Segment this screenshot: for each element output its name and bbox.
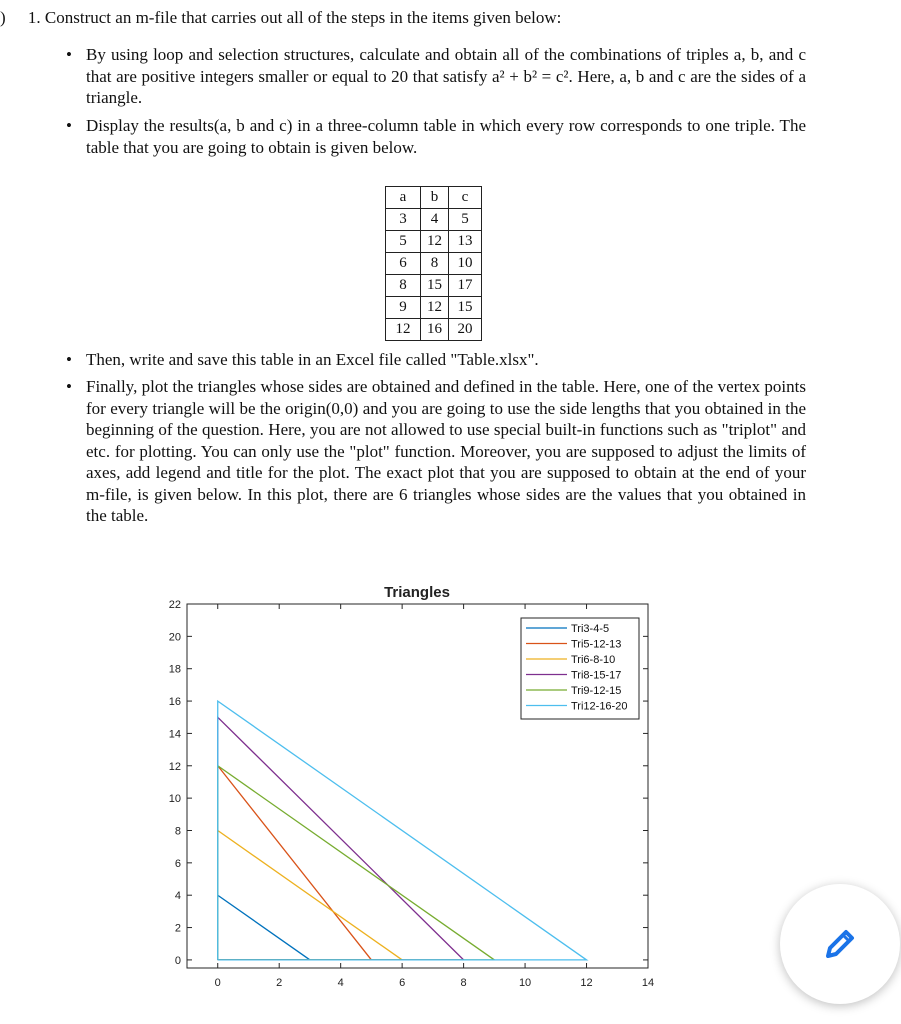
y-tick-label: 12 bbox=[168, 760, 181, 773]
y-tick-label: 0 bbox=[174, 954, 181, 967]
question-heading bbox=[0, 8, 561, 28]
table-cell: 12 bbox=[421, 231, 449, 253]
legend-label: Tri3-4-5 bbox=[571, 623, 610, 635]
y-tick-label: 14 bbox=[168, 728, 181, 741]
bullet-text: Display the results(a, b and c) in a three-column table in which every row corresponds to one triple. The table that you are going to obtain is given below. bbox=[86, 116, 806, 157]
legend-label: Tri12-16-20 bbox=[571, 700, 628, 713]
table-row bbox=[386, 319, 482, 341]
bullet-dot-icon: • bbox=[66, 377, 72, 396]
y-tick-label: 22 bbox=[168, 599, 181, 611]
bullet-item bbox=[66, 44, 806, 109]
table-row bbox=[386, 275, 482, 297]
edit-button[interactable] bbox=[780, 884, 900, 1004]
bullet-dot-icon: • bbox=[66, 45, 72, 64]
triangles-chart bbox=[150, 578, 670, 998]
table-cell: 10 bbox=[449, 253, 482, 275]
table-cell: 5 bbox=[386, 231, 421, 253]
table-cell: 13 bbox=[449, 231, 482, 253]
table-cell: 3 bbox=[386, 209, 421, 231]
table-cell: 15 bbox=[449, 297, 482, 319]
table-cell: 4 bbox=[421, 209, 449, 231]
y-tick-label: 4 bbox=[174, 890, 181, 903]
table-row bbox=[386, 231, 482, 253]
table-header-row bbox=[386, 187, 482, 209]
x-tick-label: 12 bbox=[580, 977, 593, 989]
x-tick-label: 10 bbox=[518, 977, 532, 989]
question-number: 1. bbox=[27, 8, 41, 27]
table-row bbox=[386, 209, 482, 231]
legend-label: Tri6-8-10 bbox=[571, 654, 616, 666]
table-row bbox=[386, 253, 482, 275]
x-tick-label: 4 bbox=[337, 977, 344, 989]
bullet-item bbox=[66, 115, 806, 158]
table-cell: 15 bbox=[421, 275, 449, 297]
table-cell: 5 bbox=[449, 209, 482, 231]
table-cell: 9 bbox=[386, 297, 421, 319]
y-tick-label: 2 bbox=[174, 922, 181, 935]
table-header-cell: a bbox=[386, 187, 421, 209]
bullet-dot-icon: • bbox=[66, 350, 72, 369]
bullet-marker: ) bbox=[0, 8, 6, 27]
table-cell: 12 bbox=[421, 297, 449, 319]
x-tick-label: 6 bbox=[399, 977, 406, 989]
legend bbox=[521, 618, 639, 719]
table-cell: 16 bbox=[421, 319, 449, 341]
table-header-cell: b bbox=[421, 187, 449, 209]
pencil-icon bbox=[820, 924, 860, 964]
y-tick-label: 10 bbox=[168, 793, 181, 806]
bullet-text: Finally, plot the triangles whose sides are obtained and defined in the table. Here, one of the vertex points for every triangle will be the origin(0,0) and you are going to use the side lengths that you obtained in the beginning of the question. Here, you are not allowed to use special built-in functions such as "triplot" and etc. for plotting. You can only use the "plot" function. Moreover, you are supposed to adjust the limits of axes, add legend and title for the plot. The exact plot that you are supposed to obtain at the end of your m-file, is given below. In this plot, there are 6 triangles whose sides are the values that you obtained in the table. bbox=[86, 377, 806, 525]
y-tick-label: 18 bbox=[168, 663, 181, 676]
y-tick-label: 6 bbox=[174, 857, 181, 870]
x-tick-label: 8 bbox=[460, 977, 467, 989]
table-row bbox=[386, 297, 482, 319]
x-tick-label: 14 bbox=[641, 977, 655, 989]
bullet-item bbox=[66, 376, 806, 527]
y-tick-label: 16 bbox=[168, 696, 181, 709]
results-table bbox=[385, 186, 482, 341]
bullet-text: By using loop and selection structures, calculate and obtain all of the combinations of triples a, b, and c that are positive integers smaller or equal to 20 that satisfy a² + b² = c². Here, a, b and c are the sides of a triangle. bbox=[86, 45, 806, 107]
table-header-cell: c bbox=[449, 187, 482, 209]
legend-label: Tri5-12-13 bbox=[571, 638, 622, 651]
bullet-item bbox=[66, 349, 806, 371]
chart-svg bbox=[150, 578, 670, 998]
legend-label: Tri8-15-17 bbox=[571, 669, 622, 682]
table-cell: 8 bbox=[386, 275, 421, 297]
x-tick-label: 0 bbox=[214, 977, 221, 989]
y-tick-label: 8 bbox=[174, 825, 181, 838]
bullet-dot-icon: • bbox=[66, 116, 72, 135]
bullet-text: Then, write and save this table in an Excel file called "Table.xlsx". bbox=[86, 350, 539, 369]
table-cell: 8 bbox=[421, 253, 449, 275]
table-cell: 12 bbox=[386, 319, 421, 341]
table-cell: 17 bbox=[449, 275, 482, 297]
chart-title: Triangles bbox=[384, 584, 450, 601]
table-cell: 20 bbox=[449, 319, 482, 341]
question-intro: Construct an m-file that carries out all of the steps in the items given below: bbox=[44, 8, 562, 27]
legend-label: Tri9-12-15 bbox=[571, 685, 622, 697]
table-cell: 6 bbox=[386, 253, 421, 275]
x-tick-label: 2 bbox=[276, 977, 283, 989]
y-tick-label: 20 bbox=[168, 631, 181, 644]
